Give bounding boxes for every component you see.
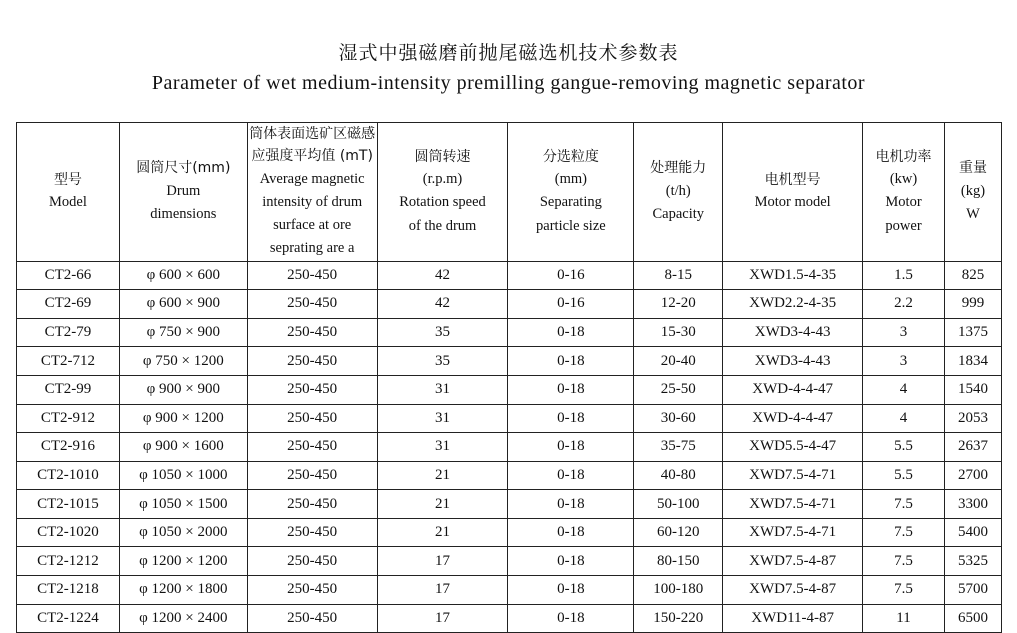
title-english: Parameter of wet medium-intensity premilling gangue-removing magnetic separator [151, 72, 866, 94]
table-row [17, 375, 1002, 404]
cell-motor-power: 4 [863, 404, 945, 433]
header-speed-unit: (r.p.m) [422, 171, 463, 188]
cell-magnetic-intensity: 250-450 [247, 404, 377, 433]
cell-weight: 825 [944, 261, 1001, 290]
cell-particle-size: 0-18 [508, 375, 634, 404]
cell-motor-power: 7.5 [863, 547, 945, 576]
cell-rotation-speed: 21 [377, 490, 508, 519]
cell-magnetic-intensity: 250-450 [247, 347, 377, 376]
cell-capacity: 8-15 [634, 261, 723, 290]
cell-motor-power: 3 [863, 347, 945, 376]
cell-particle-size: 0-18 [508, 347, 634, 376]
parameter-table [16, 122, 1002, 633]
cell-weight: 1540 [944, 375, 1001, 404]
header-particle-cn: 分选粒度 [542, 148, 599, 165]
cell-particle-size: 0-18 [508, 547, 634, 576]
cell-weight: 5400 [944, 518, 1001, 547]
cell-magnetic-intensity: 250-450 [247, 375, 377, 404]
header-drum-dimensions [119, 123, 247, 262]
cell-particle-size: 0-18 [508, 576, 634, 605]
cell-model: CT2-99 [17, 375, 120, 404]
cell-model: CT2-1015 [17, 490, 120, 519]
cell-capacity: 100-180 [634, 576, 723, 605]
cell-rotation-speed: 35 [377, 347, 508, 376]
cell-particle-size: 0-18 [508, 490, 634, 519]
header-intensity-cn2: 应强度平均值 (mT) [251, 148, 373, 165]
header-drum-cn: 圆筒尺寸(mm) [136, 160, 231, 177]
header-model-en: Model [49, 194, 87, 211]
cell-magnetic-intensity: 250-450 [247, 490, 377, 519]
header-intensity-en3: surface at ore [273, 217, 352, 234]
cell-motor-model: XWD5.5-4-47 [723, 433, 863, 462]
cell-weight: 5325 [944, 547, 1001, 576]
cell-capacity: 25-50 [634, 375, 723, 404]
cell-capacity: 12-20 [634, 290, 723, 319]
cell-model: CT2-1224 [17, 604, 120, 633]
cell-motor-power: 11 [863, 604, 945, 633]
header-speed-en1: Rotation speed [399, 194, 486, 211]
table-row [17, 318, 1002, 347]
cell-drum-dimensions: φ 1200 × 1200 [119, 547, 247, 576]
header-power-en1: Motor [885, 194, 922, 211]
cell-model: CT2-69 [17, 290, 120, 319]
header-motor-model [723, 123, 863, 262]
cell-capacity: 40-80 [634, 461, 723, 490]
cell-particle-size: 0-18 [508, 518, 634, 547]
table-row [17, 461, 1002, 490]
cell-particle-size: 0-18 [508, 404, 634, 433]
table-row [17, 290, 1002, 319]
header-intensity-en2: intensity of drum [262, 193, 363, 210]
header-particle-unit: (mm) [554, 171, 587, 188]
header-motor-model-cn: 电机型号 [764, 171, 821, 188]
header-particle-en2: particle size [536, 217, 606, 234]
cell-rotation-speed: 17 [377, 547, 508, 576]
table-row [17, 347, 1002, 376]
cell-weight: 6500 [944, 604, 1001, 633]
header-weight-unit: (kg) [960, 182, 986, 199]
cell-model: CT2-1218 [17, 576, 120, 605]
cell-motor-power: 5.5 [863, 433, 945, 462]
cell-drum-dimensions: φ 750 × 900 [119, 318, 247, 347]
cell-model: CT2-916 [17, 433, 120, 462]
cell-motor-model: XWD2.2-4-35 [723, 290, 863, 319]
header-weight-en: W [966, 205, 980, 222]
cell-model: CT2-912 [17, 404, 120, 433]
header-motor-model-en: Motor model [754, 194, 831, 211]
cell-capacity: 35-75 [634, 433, 723, 462]
table-row [17, 547, 1002, 576]
cell-motor-model: XWD-4-4-47 [723, 404, 863, 433]
cell-motor-power: 7.5 [863, 576, 945, 605]
cell-motor-power: 2.2 [863, 290, 945, 319]
cell-rotation-speed: 42 [377, 290, 508, 319]
cell-motor-power: 7.5 [863, 518, 945, 547]
cell-capacity: 50-100 [634, 490, 723, 519]
cell-particle-size: 0-16 [508, 290, 634, 319]
header-row [17, 123, 1002, 262]
table-row [17, 261, 1002, 290]
cell-rotation-speed: 21 [377, 518, 508, 547]
cell-weight: 3300 [944, 490, 1001, 519]
cell-drum-dimensions: φ 1200 × 2400 [119, 604, 247, 633]
cell-drum-dimensions: φ 750 × 1200 [119, 347, 247, 376]
cell-model: CT2-1020 [17, 518, 120, 547]
header-magnetic-intensity [247, 123, 377, 262]
header-drum-en1: Drum [166, 182, 201, 199]
cell-motor-power: 7.5 [863, 490, 945, 519]
cell-drum-dimensions: φ 1050 × 2000 [119, 518, 247, 547]
cell-magnetic-intensity: 250-450 [247, 604, 377, 633]
header-power-unit: (kw) [889, 171, 918, 188]
cell-capacity: 20-40 [634, 347, 723, 376]
cell-capacity: 15-30 [634, 318, 723, 347]
table-row [17, 433, 1002, 462]
header-intensity-cn1: 筒体表面选矿区磁感 [249, 126, 376, 142]
cell-weight: 2700 [944, 461, 1001, 490]
cell-weight: 5700 [944, 576, 1001, 605]
cell-drum-dimensions: φ 900 × 900 [119, 375, 247, 404]
cell-motor-model: XWD7.5-4-71 [723, 490, 863, 519]
header-drum-en2: dimensions [150, 205, 217, 222]
cell-drum-dimensions: φ 1200 × 1800 [119, 576, 247, 605]
cell-capacity: 150-220 [634, 604, 723, 633]
cell-magnetic-intensity: 250-450 [247, 261, 377, 290]
cell-model: CT2-79 [17, 318, 120, 347]
cell-motor-power: 3 [863, 318, 945, 347]
header-particle-size [508, 123, 634, 262]
header-weight-cn: 重量 [958, 160, 987, 177]
cell-motor-model: XWD1.5-4-35 [723, 261, 863, 290]
cell-weight: 2053 [944, 404, 1001, 433]
header-weight [944, 123, 1001, 262]
table-row [17, 604, 1002, 633]
cell-rotation-speed: 17 [377, 604, 508, 633]
table-row [17, 518, 1002, 547]
cell-drum-dimensions: φ 900 × 1200 [119, 404, 247, 433]
cell-weight: 1375 [944, 318, 1001, 347]
header-intensity-en1: Average magnetic [259, 170, 365, 187]
cell-capacity: 30-60 [634, 404, 723, 433]
cell-model: CT2-1212 [17, 547, 120, 576]
cell-magnetic-intensity: 250-450 [247, 461, 377, 490]
cell-rotation-speed: 35 [377, 318, 508, 347]
cell-model: CT2-712 [17, 347, 120, 376]
cell-model: CT2-1010 [17, 461, 120, 490]
cell-particle-size: 0-18 [508, 604, 634, 633]
table-row [17, 576, 1002, 605]
header-motor-power [863, 123, 945, 262]
cell-particle-size: 0-18 [508, 461, 634, 490]
cell-rotation-speed: 17 [377, 576, 508, 605]
table-row [17, 404, 1002, 433]
header-power-cn: 电机功率 [875, 148, 932, 165]
cell-particle-size: 0-18 [508, 433, 634, 462]
header-capacity [634, 123, 723, 262]
cell-motor-model: XWD7.5-4-71 [723, 518, 863, 547]
cell-motor-model: XWD7.5-4-71 [723, 461, 863, 490]
cell-magnetic-intensity: 250-450 [247, 433, 377, 462]
cell-motor-power: 5.5 [863, 461, 945, 490]
header-capacity-cn: 处理能力 [650, 160, 707, 177]
cell-model: CT2-66 [17, 261, 120, 290]
cell-rotation-speed: 42 [377, 261, 508, 290]
header-capacity-unit: (t/h) [665, 182, 691, 199]
cell-drum-dimensions: φ 1050 × 1000 [119, 461, 247, 490]
header-power-en2: power [885, 217, 922, 234]
cell-motor-model: XWD-4-4-47 [723, 375, 863, 404]
cell-motor-model: XWD3-4-43 [723, 347, 863, 376]
cell-particle-size: 0-18 [508, 318, 634, 347]
cell-motor-model: XWD3-4-43 [723, 318, 863, 347]
cell-capacity: 80-150 [634, 547, 723, 576]
cell-capacity: 60-120 [634, 518, 723, 547]
cell-particle-size: 0-16 [508, 261, 634, 290]
cell-drum-dimensions: φ 900 × 1600 [119, 433, 247, 462]
table-body [17, 261, 1002, 633]
header-model [17, 123, 120, 262]
header-intensity-en4: seprating are a [269, 240, 355, 257]
cell-motor-model: XWD11-4-87 [723, 604, 863, 633]
title-chinese: 湿式中强磁磨前抛尾磁选机技术参数表 [338, 42, 679, 64]
cell-weight: 999 [944, 290, 1001, 319]
cell-motor-power: 4 [863, 375, 945, 404]
cell-rotation-speed: 31 [377, 404, 508, 433]
cell-rotation-speed: 31 [377, 433, 508, 462]
cell-magnetic-intensity: 250-450 [247, 290, 377, 319]
header-speed-en2: of the drum [408, 217, 477, 234]
cell-magnetic-intensity: 250-450 [247, 576, 377, 605]
cell-magnetic-intensity: 250-450 [247, 547, 377, 576]
cell-rotation-speed: 31 [377, 375, 508, 404]
header-particle-en1: Separating [539, 194, 602, 211]
cell-motor-model: XWD7.5-4-87 [723, 576, 863, 605]
cell-drum-dimensions: φ 600 × 900 [119, 290, 247, 319]
table-row [17, 490, 1002, 519]
cell-weight: 1834 [944, 347, 1001, 376]
cell-rotation-speed: 21 [377, 461, 508, 490]
cell-drum-dimensions: φ 600 × 600 [119, 261, 247, 290]
cell-drum-dimensions: φ 1050 × 1500 [119, 490, 247, 519]
cell-magnetic-intensity: 250-450 [247, 318, 377, 347]
cell-motor-model: XWD7.5-4-87 [723, 547, 863, 576]
cell-magnetic-intensity: 250-450 [247, 518, 377, 547]
header-speed-cn: 圆筒转速 [414, 148, 471, 165]
header-model-cn: 型号 [53, 171, 82, 188]
header-rotation-speed [377, 123, 508, 262]
header-capacity-en: Capacity [652, 205, 705, 222]
cell-motor-power: 1.5 [863, 261, 945, 290]
cell-weight: 2637 [944, 433, 1001, 462]
